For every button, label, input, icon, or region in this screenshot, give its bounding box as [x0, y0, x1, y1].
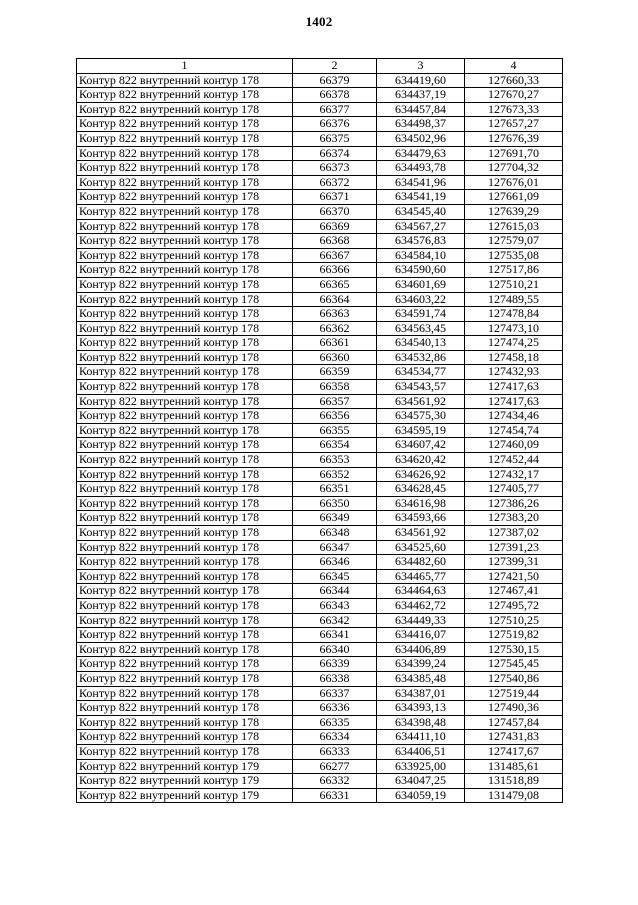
- x-coordinate-cell: 634406,51: [377, 744, 465, 759]
- x-coordinate-cell: 634462,72: [377, 598, 465, 613]
- point-number-cell: 66355: [293, 423, 377, 438]
- contour-name-cell: Контур 822 внутренний контур 178: [77, 248, 293, 263]
- header-col-4: 4: [465, 59, 563, 74]
- point-number-cell: 66367: [293, 248, 377, 263]
- y-coordinate-cell: 127639,29: [465, 204, 563, 219]
- table-row: [77, 628, 563, 643]
- x-coordinate-cell: 634601,69: [377, 277, 465, 292]
- contour-name-cell: Контур 822 внутренний контур 178: [77, 511, 293, 526]
- table-row: [77, 277, 563, 292]
- contour-name-cell: Контур 822 внутренний контур 178: [77, 453, 293, 468]
- table-row: [77, 584, 563, 599]
- table-row: [77, 526, 563, 541]
- header-col-3: 3: [377, 59, 465, 74]
- x-coordinate-cell: 634482,60: [377, 555, 465, 570]
- contour-name-cell: Контур 822 внутренний контур 178: [77, 277, 293, 292]
- point-number-cell: 66375: [293, 131, 377, 146]
- table-row: [77, 175, 563, 190]
- y-coordinate-cell: 127473,10: [465, 321, 563, 336]
- contour-name-cell: Контур 822 внутренний контур 178: [77, 642, 293, 657]
- point-number-cell: 66358: [293, 380, 377, 395]
- table-row: [77, 730, 563, 745]
- x-coordinate-cell: 634616,98: [377, 496, 465, 511]
- contour-name-cell: Контур 822 внутренний контур 178: [77, 657, 293, 672]
- y-coordinate-cell: 127434,46: [465, 409, 563, 424]
- y-coordinate-cell: 127691,70: [465, 146, 563, 161]
- table-row: [77, 394, 563, 409]
- table-row: [77, 759, 563, 774]
- point-number-cell: 66336: [293, 701, 377, 716]
- table-row: [77, 540, 563, 555]
- point-number-cell: 66374: [293, 146, 377, 161]
- y-coordinate-cell: 127417,67: [465, 744, 563, 759]
- y-coordinate-cell: 127660,33: [465, 73, 563, 88]
- x-coordinate-cell: 634575,30: [377, 409, 465, 424]
- header-col-1: 1: [77, 59, 293, 74]
- contour-name-cell: Контур 822 внутренний контур 178: [77, 88, 293, 103]
- contour-name-cell: Контур 822 внутренний контур 178: [77, 555, 293, 570]
- contour-name-cell: Контур 822 внутренний контур 178: [77, 671, 293, 686]
- table-row: [77, 511, 563, 526]
- y-coordinate-cell: 127457,84: [465, 715, 563, 730]
- table-row: [77, 292, 563, 307]
- y-coordinate-cell: 127673,33: [465, 102, 563, 117]
- x-coordinate-cell: 633925,00: [377, 759, 465, 774]
- y-coordinate-cell: 127545,45: [465, 657, 563, 672]
- y-coordinate-cell: 127387,02: [465, 526, 563, 541]
- point-number-cell: 66344: [293, 584, 377, 599]
- x-coordinate-cell: 634465,77: [377, 569, 465, 584]
- table-row: [77, 569, 563, 584]
- table-row: [77, 321, 563, 336]
- table-row: [77, 715, 563, 730]
- x-coordinate-cell: 634595,19: [377, 423, 465, 438]
- x-coordinate-cell: 634607,42: [377, 438, 465, 453]
- y-coordinate-cell: 127519,82: [465, 628, 563, 643]
- x-coordinate-cell: 634498,37: [377, 117, 465, 132]
- contour-name-cell: Контур 822 внутренний контур 178: [77, 117, 293, 132]
- contour-name-cell: Контур 822 внутренний контур 178: [77, 336, 293, 351]
- contour-name-cell: Контур 822 внутренний контур 178: [77, 467, 293, 482]
- contour-name-cell: Контур 822 внутренний контур 178: [77, 73, 293, 88]
- table-row: [77, 467, 563, 482]
- x-coordinate-cell: 634545,40: [377, 204, 465, 219]
- y-coordinate-cell: 127386,26: [465, 496, 563, 511]
- y-coordinate-cell: 127432,17: [465, 467, 563, 482]
- y-coordinate-cell: 127417,63: [465, 380, 563, 395]
- y-coordinate-cell: 127421,50: [465, 569, 563, 584]
- x-coordinate-cell: 634047,25: [377, 774, 465, 789]
- point-number-cell: 66379: [293, 73, 377, 88]
- point-number-cell: 66362: [293, 321, 377, 336]
- x-coordinate-cell: 634059,19: [377, 788, 465, 803]
- x-coordinate-cell: 634437,19: [377, 88, 465, 103]
- point-number-cell: 66349: [293, 511, 377, 526]
- contour-name-cell: Контур 822 внутренний контур 179: [77, 788, 293, 803]
- table-row: [77, 336, 563, 351]
- point-number-cell: 66351: [293, 482, 377, 497]
- contour-name-cell: Контур 822 внутренний контур 178: [77, 263, 293, 278]
- table-row: [77, 219, 563, 234]
- contour-name-cell: Контур 822 внутренний контур 178: [77, 204, 293, 219]
- point-number-cell: 66361: [293, 336, 377, 351]
- y-coordinate-cell: 127478,84: [465, 307, 563, 322]
- table-row: [77, 438, 563, 453]
- table-row: [77, 117, 563, 132]
- point-number-cell: 66339: [293, 657, 377, 672]
- x-coordinate-cell: 634567,27: [377, 219, 465, 234]
- page-number: 1402: [305, 14, 333, 29]
- point-number-cell: 66365: [293, 277, 377, 292]
- point-number-cell: 66371: [293, 190, 377, 205]
- x-coordinate-cell: 634406,89: [377, 642, 465, 657]
- contour-name-cell: Контур 822 внутренний контур 178: [77, 219, 293, 234]
- point-number-cell: 66356: [293, 409, 377, 424]
- x-coordinate-cell: 634561,92: [377, 394, 465, 409]
- point-number-cell: 66372: [293, 175, 377, 190]
- contour-name-cell: Контур 822 внутренний контур 178: [77, 686, 293, 701]
- x-coordinate-cell: 634457,84: [377, 102, 465, 117]
- x-coordinate-cell: 634385,48: [377, 671, 465, 686]
- table-row: [77, 657, 563, 672]
- y-coordinate-cell: 127540,86: [465, 671, 563, 686]
- y-coordinate-cell: 127704,32: [465, 161, 563, 176]
- contour-name-cell: Контур 822 внутренний контур 178: [77, 350, 293, 365]
- table-row: [77, 642, 563, 657]
- x-coordinate-cell: 634416,07: [377, 628, 465, 643]
- contour-name-cell: Контур 822 внутренний контур 178: [77, 496, 293, 511]
- table-row: [77, 496, 563, 511]
- y-coordinate-cell: 127676,39: [465, 131, 563, 146]
- y-coordinate-cell: 127530,15: [465, 642, 563, 657]
- y-coordinate-cell: 127391,23: [465, 540, 563, 555]
- y-coordinate-cell: 127454,74: [465, 423, 563, 438]
- point-number-cell: 66364: [293, 292, 377, 307]
- point-number-cell: 66359: [293, 365, 377, 380]
- point-number-cell: 66353: [293, 453, 377, 468]
- y-coordinate-cell: 127510,21: [465, 277, 563, 292]
- contour-name-cell: Контур 822 внутренний контур 178: [77, 190, 293, 205]
- x-coordinate-cell: 634493,78: [377, 161, 465, 176]
- contour-name-cell: Контур 822 внутренний контур 178: [77, 365, 293, 380]
- x-coordinate-cell: 634541,96: [377, 175, 465, 190]
- y-coordinate-cell: 127474,25: [465, 336, 563, 351]
- x-coordinate-cell: 634534,77: [377, 365, 465, 380]
- table-row: [77, 102, 563, 117]
- table-row: [77, 482, 563, 497]
- y-coordinate-cell: 127399,31: [465, 555, 563, 570]
- header-row: [77, 59, 563, 74]
- contour-name-cell: Контур 822 внутренний контур 178: [77, 394, 293, 409]
- x-coordinate-cell: 634541,19: [377, 190, 465, 205]
- x-coordinate-cell: 634543,57: [377, 380, 465, 395]
- x-coordinate-cell: 634532,86: [377, 350, 465, 365]
- point-number-cell: 66333: [293, 744, 377, 759]
- table-row: [77, 555, 563, 570]
- table-row: [77, 307, 563, 322]
- x-coordinate-cell: 634563,45: [377, 321, 465, 336]
- point-number-cell: 66363: [293, 307, 377, 322]
- x-coordinate-cell: 634393,13: [377, 701, 465, 716]
- point-number-cell: 66331: [293, 788, 377, 803]
- contour-name-cell: Контур 822 внутренний контур 178: [77, 175, 293, 190]
- contour-name-cell: Контур 822 внутренний контур 178: [77, 569, 293, 584]
- x-coordinate-cell: 634584,10: [377, 248, 465, 263]
- y-coordinate-cell: 127517,86: [465, 263, 563, 278]
- x-coordinate-cell: 634411,10: [377, 730, 465, 745]
- contour-name-cell: Контур 822 внутренний контур 179: [77, 774, 293, 789]
- contour-name-cell: Контур 822 внутренний контур 178: [77, 628, 293, 643]
- table-row: [77, 774, 563, 789]
- table-row: [77, 88, 563, 103]
- point-number-cell: 66338: [293, 671, 377, 686]
- point-number-cell: 66350: [293, 496, 377, 511]
- point-number-cell: 66377: [293, 102, 377, 117]
- point-number-cell: 66342: [293, 613, 377, 628]
- x-coordinate-cell: 634620,42: [377, 453, 465, 468]
- contour-name-cell: Контур 822 внутренний контур 178: [77, 131, 293, 146]
- point-number-cell: 66341: [293, 628, 377, 643]
- y-coordinate-cell: 131485,61: [465, 759, 563, 774]
- y-coordinate-cell: 127405,77: [465, 482, 563, 497]
- x-coordinate-cell: 634399,24: [377, 657, 465, 672]
- y-coordinate-cell: 127519,44: [465, 686, 563, 701]
- y-coordinate-cell: 127495,72: [465, 598, 563, 613]
- y-coordinate-cell: 127432,93: [465, 365, 563, 380]
- point-number-cell: 66366: [293, 263, 377, 278]
- contour-name-cell: Контур 822 внутренний контур 178: [77, 598, 293, 613]
- x-coordinate-cell: 634603,22: [377, 292, 465, 307]
- point-number-cell: 66352: [293, 467, 377, 482]
- contour-name-cell: Контур 822 внутренний контур 178: [77, 715, 293, 730]
- y-coordinate-cell: 127535,08: [465, 248, 563, 263]
- point-number-cell: 66369: [293, 219, 377, 234]
- table-row: [77, 131, 563, 146]
- table-row: [77, 453, 563, 468]
- contour-name-cell: Контур 822 внутренний контур 178: [77, 526, 293, 541]
- table-row: [77, 73, 563, 88]
- x-coordinate-cell: 634479,63: [377, 146, 465, 161]
- table-row: [77, 744, 563, 759]
- x-coordinate-cell: 634449,33: [377, 613, 465, 628]
- point-number-cell: 66368: [293, 234, 377, 249]
- table-row: [77, 380, 563, 395]
- x-coordinate-cell: 634502,96: [377, 131, 465, 146]
- contour-name-cell: Контур 822 внутренний контур 178: [77, 409, 293, 424]
- y-coordinate-cell: 127452,44: [465, 453, 563, 468]
- contour-name-cell: Контур 822 внутренний контур 178: [77, 423, 293, 438]
- point-number-cell: 66340: [293, 642, 377, 657]
- contour-name-cell: Контур 822 внутренний контур 178: [77, 321, 293, 336]
- y-coordinate-cell: 127615,03: [465, 219, 563, 234]
- x-coordinate-cell: 634464,63: [377, 584, 465, 599]
- table-row: [77, 350, 563, 365]
- contour-name-cell: Контур 822 внутренний контур 178: [77, 438, 293, 453]
- table-row: [77, 701, 563, 716]
- y-coordinate-cell: 127661,09: [465, 190, 563, 205]
- contour-name-cell: Контур 822 внутренний контур 178: [77, 380, 293, 395]
- table-row: [77, 204, 563, 219]
- point-number-cell: 66346: [293, 555, 377, 570]
- header-col-2: 2: [293, 59, 377, 74]
- y-coordinate-cell: 127431,83: [465, 730, 563, 745]
- table-row: [77, 161, 563, 176]
- point-number-cell: 66370: [293, 204, 377, 219]
- contour-name-cell: Контур 822 внутренний контур 179: [77, 759, 293, 774]
- contour-name-cell: Контур 822 внутренний контур 178: [77, 102, 293, 117]
- table-row: [77, 686, 563, 701]
- point-number-cell: 66357: [293, 394, 377, 409]
- point-number-cell: 66332: [293, 774, 377, 789]
- contour-name-cell: Контур 822 внутренний контур 178: [77, 292, 293, 307]
- x-coordinate-cell: 634398,48: [377, 715, 465, 730]
- contour-name-cell: Контур 822 внутренний контур 178: [77, 161, 293, 176]
- y-coordinate-cell: 127467,41: [465, 584, 563, 599]
- table-row: [77, 190, 563, 205]
- table-row: [77, 234, 563, 249]
- x-coordinate-cell: 634387,01: [377, 686, 465, 701]
- contour-name-cell: Контур 822 внутренний контур 178: [77, 234, 293, 249]
- x-coordinate-cell: 634591,74: [377, 307, 465, 322]
- contour-name-cell: Контур 822 внутренний контур 178: [77, 744, 293, 759]
- table-row: [77, 613, 563, 628]
- y-coordinate-cell: 127670,27: [465, 88, 563, 103]
- y-coordinate-cell: 127489,55: [465, 292, 563, 307]
- contour-name-cell: Контур 822 внутренний контур 178: [77, 540, 293, 555]
- point-number-cell: 66354: [293, 438, 377, 453]
- y-coordinate-cell: 127490,36: [465, 701, 563, 716]
- x-coordinate-cell: 634419,60: [377, 73, 465, 88]
- x-coordinate-cell: 634540,13: [377, 336, 465, 351]
- table-row: [77, 788, 563, 803]
- x-coordinate-cell: 634561,92: [377, 526, 465, 541]
- y-coordinate-cell: 127460,09: [465, 438, 563, 453]
- contour-name-cell: Контур 822 внутренний контур 178: [77, 146, 293, 161]
- x-coordinate-cell: 634576,83: [377, 234, 465, 249]
- contour-name-cell: Контур 822 внутренний контур 178: [77, 307, 293, 322]
- y-coordinate-cell: 127657,27: [465, 117, 563, 132]
- table-header: [77, 59, 563, 74]
- contour-name-cell: Контур 822 внутренний контур 178: [77, 482, 293, 497]
- table-row: [77, 423, 563, 438]
- table-body: [77, 73, 563, 803]
- x-coordinate-cell: 634628,45: [377, 482, 465, 497]
- point-number-cell: 66378: [293, 88, 377, 103]
- y-coordinate-cell: 127510,25: [465, 613, 563, 628]
- table-row: [77, 409, 563, 424]
- x-coordinate-cell: 634590,60: [377, 263, 465, 278]
- y-coordinate-cell: 131518,89: [465, 774, 563, 789]
- point-number-cell: 66343: [293, 598, 377, 613]
- y-coordinate-cell: 127383,20: [465, 511, 563, 526]
- point-number-cell: 66277: [293, 759, 377, 774]
- contour-name-cell: Контур 822 внутренний контур 178: [77, 701, 293, 716]
- point-number-cell: 66348: [293, 526, 377, 541]
- x-coordinate-cell: 634626,92: [377, 467, 465, 482]
- table-row: [77, 365, 563, 380]
- point-number-cell: 66376: [293, 117, 377, 132]
- table-row: [77, 263, 563, 278]
- coordinates-table: [76, 58, 563, 803]
- table-row: [77, 598, 563, 613]
- contour-name-cell: Контур 822 внутренний контур 178: [77, 730, 293, 745]
- y-coordinate-cell: 131479,08: [465, 788, 563, 803]
- contour-name-cell: Контур 822 внутренний контур 178: [77, 584, 293, 599]
- point-number-cell: 66373: [293, 161, 377, 176]
- point-number-cell: 66337: [293, 686, 377, 701]
- point-number-cell: 66334: [293, 730, 377, 745]
- y-coordinate-cell: 127676,01: [465, 175, 563, 190]
- y-coordinate-cell: 127458,18: [465, 350, 563, 365]
- table-row: [77, 671, 563, 686]
- point-number-cell: 66335: [293, 715, 377, 730]
- x-coordinate-cell: 634525,60: [377, 540, 465, 555]
- contour-name-cell: Контур 822 внутренний контур 178: [77, 613, 293, 628]
- table-row: [77, 248, 563, 263]
- point-number-cell: 66347: [293, 540, 377, 555]
- point-number-cell: 66345: [293, 569, 377, 584]
- x-coordinate-cell: 634593,66: [377, 511, 465, 526]
- table-row: [77, 146, 563, 161]
- y-coordinate-cell: 127417,63: [465, 394, 563, 409]
- y-coordinate-cell: 127579,07: [465, 234, 563, 249]
- point-number-cell: 66360: [293, 350, 377, 365]
